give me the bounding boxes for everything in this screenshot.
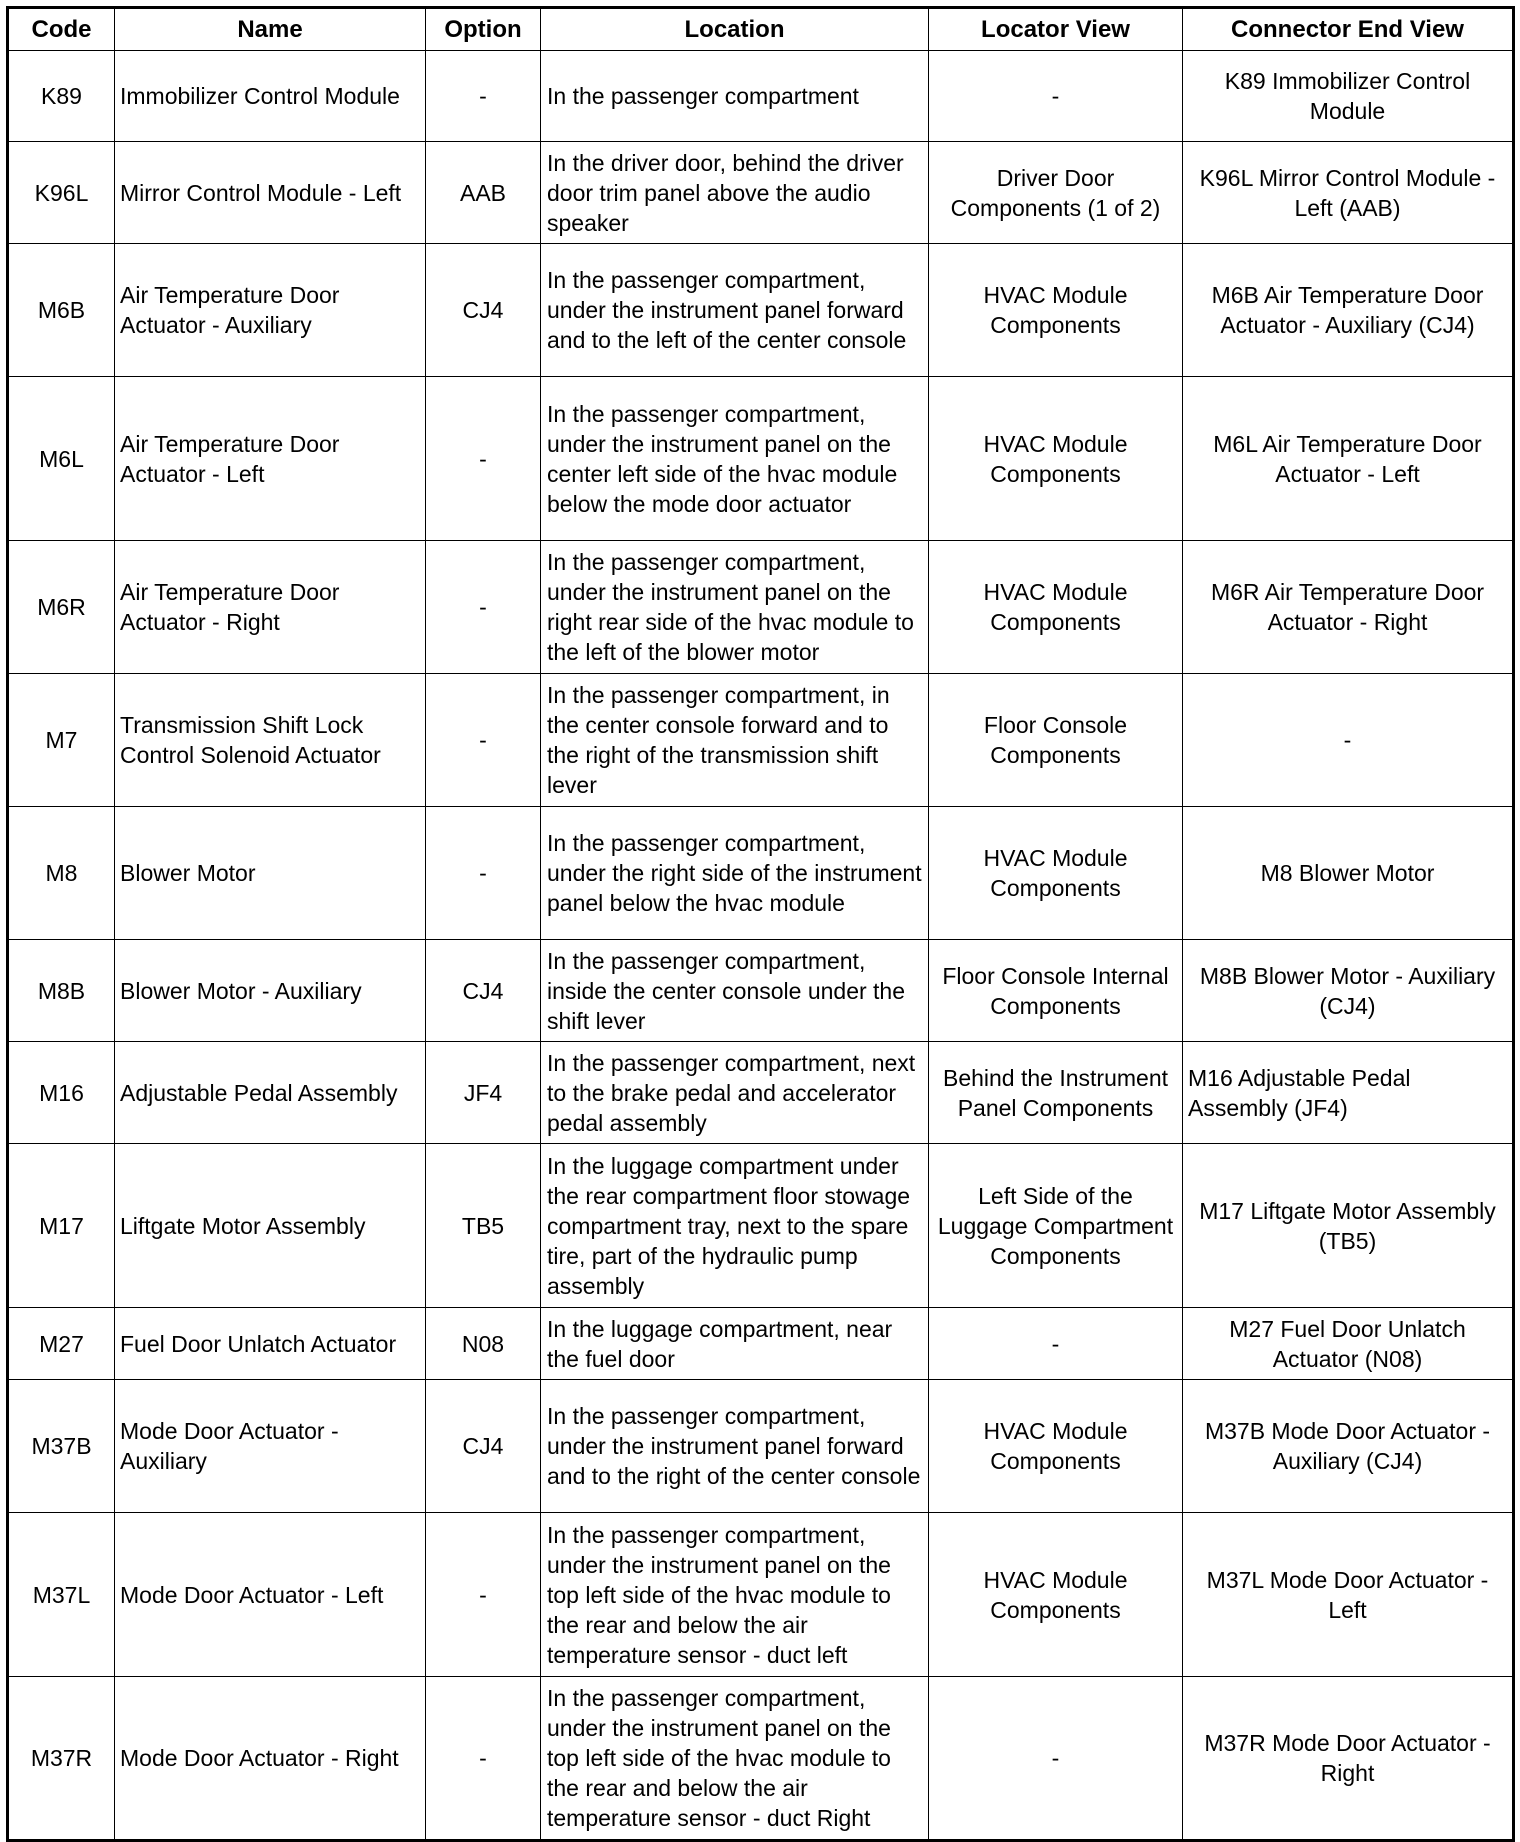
cell-code: M7 [8, 674, 115, 807]
cell-locator-view: Behind the Instrument Panel Components [929, 1042, 1183, 1144]
table-row [8, 1042, 1514, 1144]
cell-locator-view: HVAC Module Components [929, 1380, 1183, 1513]
table-row [8, 51, 1514, 142]
cell-connector-end-view: M8 Blower Motor [1183, 807, 1514, 940]
cell-code: K96L [8, 142, 115, 244]
table-row [8, 674, 1514, 807]
cell-location: In the luggage compartment, near the fuel door [541, 1308, 929, 1380]
cell-name: Liftgate Motor Assembly [115, 1144, 426, 1308]
cell-name: Transmission Shift Lock Control Solenoid Actuator [115, 674, 426, 807]
cell-name: Air Temperature Door Actuator - Left [115, 377, 426, 541]
cell-name: Adjustable Pedal Assembly [115, 1042, 426, 1144]
cell-connector-end-view: M8B Blower Motor - Auxiliary (CJ4) [1183, 940, 1514, 1042]
cell-option: - [426, 807, 541, 940]
header-option: Option [426, 8, 541, 51]
header-location: Location [541, 8, 929, 51]
cell-connector-end-view: M17 Liftgate Motor Assembly (TB5) [1183, 1144, 1514, 1308]
cell-option: TB5 [426, 1144, 541, 1308]
cell-name: Mirror Control Module - Left [115, 142, 426, 244]
cell-code: K89 [8, 51, 115, 142]
cell-code: M6R [8, 541, 115, 674]
header-locator-view: Locator View [929, 8, 1183, 51]
component-locator-table [6, 6, 1515, 1842]
cell-location: In the passenger compartment, under the instrument panel on the top left side of the hvac module to the rear and below the air temperature sensor - duct Right [541, 1677, 929, 1841]
cell-locator-view: - [929, 1677, 1183, 1841]
cell-option: AAB [426, 142, 541, 244]
cell-name: Blower Motor - Auxiliary [115, 940, 426, 1042]
cell-locator-view: Floor Console Internal Components [929, 940, 1183, 1042]
cell-connector-end-view: M37R Mode Door Actuator - Right [1183, 1677, 1514, 1841]
cell-code: M16 [8, 1042, 115, 1144]
cell-option: CJ4 [426, 244, 541, 377]
cell-location: In the driver door, behind the driver door trim panel above the audio speaker [541, 142, 929, 244]
cell-name: Air Temperature Door Actuator - Auxiliary [115, 244, 426, 377]
cell-option: N08 [426, 1308, 541, 1380]
table-row [8, 1513, 1514, 1677]
cell-location: In the passenger compartment, under the instrument panel on the top left side of the hvac module to the rear and below the air temperature sensor - duct left [541, 1513, 929, 1677]
header-row [8, 8, 1514, 51]
cell-locator-view: Left Side of the Luggage Compartment Components [929, 1144, 1183, 1308]
cell-location: In the passenger compartment, under the instrument panel forward and to the right of the center console [541, 1380, 929, 1513]
cell-option: - [426, 1677, 541, 1841]
cell-location: In the passenger compartment, under the instrument panel on the right rear side of the hvac module to the left of the blower motor [541, 541, 929, 674]
cell-name: Mode Door Actuator - Auxiliary [115, 1380, 426, 1513]
cell-connector-end-view: K89 Immobilizer Control Module [1183, 51, 1514, 142]
cell-code: M37B [8, 1380, 115, 1513]
cell-code: M8B [8, 940, 115, 1042]
cell-location: In the passenger compartment, in the center console forward and to the right of the transmission shift lever [541, 674, 929, 807]
cell-option: - [426, 1513, 541, 1677]
cell-location: In the luggage compartment under the rear compartment floor stowage compartment tray, next to the spare tire, part of the hydraulic pump assembly [541, 1144, 929, 1308]
cell-code: M37L [8, 1513, 115, 1677]
cell-connector-end-view: M37B Mode Door Actuator - Auxiliary (CJ4) [1183, 1380, 1514, 1513]
cell-connector-end-view: M16 Adjustable Pedal Assembly (JF4) [1183, 1042, 1514, 1144]
cell-location: In the passenger compartment, under the instrument panel forward and to the left of the center console [541, 244, 929, 377]
cell-name: Blower Motor [115, 807, 426, 940]
cell-code: M37R [8, 1677, 115, 1841]
table-row [8, 940, 1514, 1042]
table-row [8, 1144, 1514, 1308]
cell-option: CJ4 [426, 940, 541, 1042]
cell-location: In the passenger compartment, inside the center console under the shift lever [541, 940, 929, 1042]
cell-location: In the passenger compartment, next to the brake pedal and accelerator pedal assembly [541, 1042, 929, 1144]
cell-connector-end-view: K96L Mirror Control Module - Left (AAB) [1183, 142, 1514, 244]
cell-locator-view: HVAC Module Components [929, 244, 1183, 377]
cell-locator-view: HVAC Module Components [929, 807, 1183, 940]
cell-code: M6L [8, 377, 115, 541]
table-row [8, 807, 1514, 940]
cell-option: - [426, 674, 541, 807]
table-row [8, 541, 1514, 674]
cell-locator-view: HVAC Module Components [929, 1513, 1183, 1677]
table-row [8, 1308, 1514, 1380]
cell-name: Fuel Door Unlatch Actuator [115, 1308, 426, 1380]
table-row [8, 377, 1514, 541]
cell-option: - [426, 51, 541, 142]
cell-option: JF4 [426, 1042, 541, 1144]
header-connector-end-view: Connector End View [1183, 8, 1514, 51]
cell-connector-end-view: - [1183, 674, 1514, 807]
cell-locator-view: HVAC Module Components [929, 541, 1183, 674]
cell-connector-end-view: M6B Air Temperature Door Actuator - Auxiliary (CJ4) [1183, 244, 1514, 377]
header-name: Name [115, 8, 426, 51]
cell-connector-end-view: M27 Fuel Door Unlatch Actuator (N08) [1183, 1308, 1514, 1380]
cell-code: M8 [8, 807, 115, 940]
cell-code: M27 [8, 1308, 115, 1380]
cell-option: CJ4 [426, 1380, 541, 1513]
cell-locator-view: - [929, 1308, 1183, 1380]
cell-locator-view: - [929, 51, 1183, 142]
table-row [8, 1380, 1514, 1513]
cell-option: - [426, 541, 541, 674]
cell-name: Immobilizer Control Module [115, 51, 426, 142]
cell-location: In the passenger compartment, under the instrument panel on the center left side of the hvac module below the mode door actuator [541, 377, 929, 541]
cell-name: Air Temperature Door Actuator - Right [115, 541, 426, 674]
cell-connector-end-view: M6L Air Temperature Door Actuator - Left [1183, 377, 1514, 541]
cell-location: In the passenger compartment [541, 51, 929, 142]
header-code: Code [8, 8, 115, 51]
cell-option: - [426, 377, 541, 541]
table-row [8, 244, 1514, 377]
cell-connector-end-view: M6R Air Temperature Door Actuator - Right [1183, 541, 1514, 674]
cell-code: M6B [8, 244, 115, 377]
cell-name: Mode Door Actuator - Right [115, 1677, 426, 1841]
cell-name: Mode Door Actuator - Left [115, 1513, 426, 1677]
table-row [8, 142, 1514, 244]
cell-code: M17 [8, 1144, 115, 1308]
cell-location: In the passenger compartment, under the right side of the instrument panel below the hvac module [541, 807, 929, 940]
cell-connector-end-view: M37L Mode Door Actuator - Left [1183, 1513, 1514, 1677]
table-row [8, 1677, 1514, 1841]
cell-locator-view: Floor Console Components [929, 674, 1183, 807]
cell-locator-view: HVAC Module Components [929, 377, 1183, 541]
cell-locator-view: Driver Door Components (1 of 2) [929, 142, 1183, 244]
